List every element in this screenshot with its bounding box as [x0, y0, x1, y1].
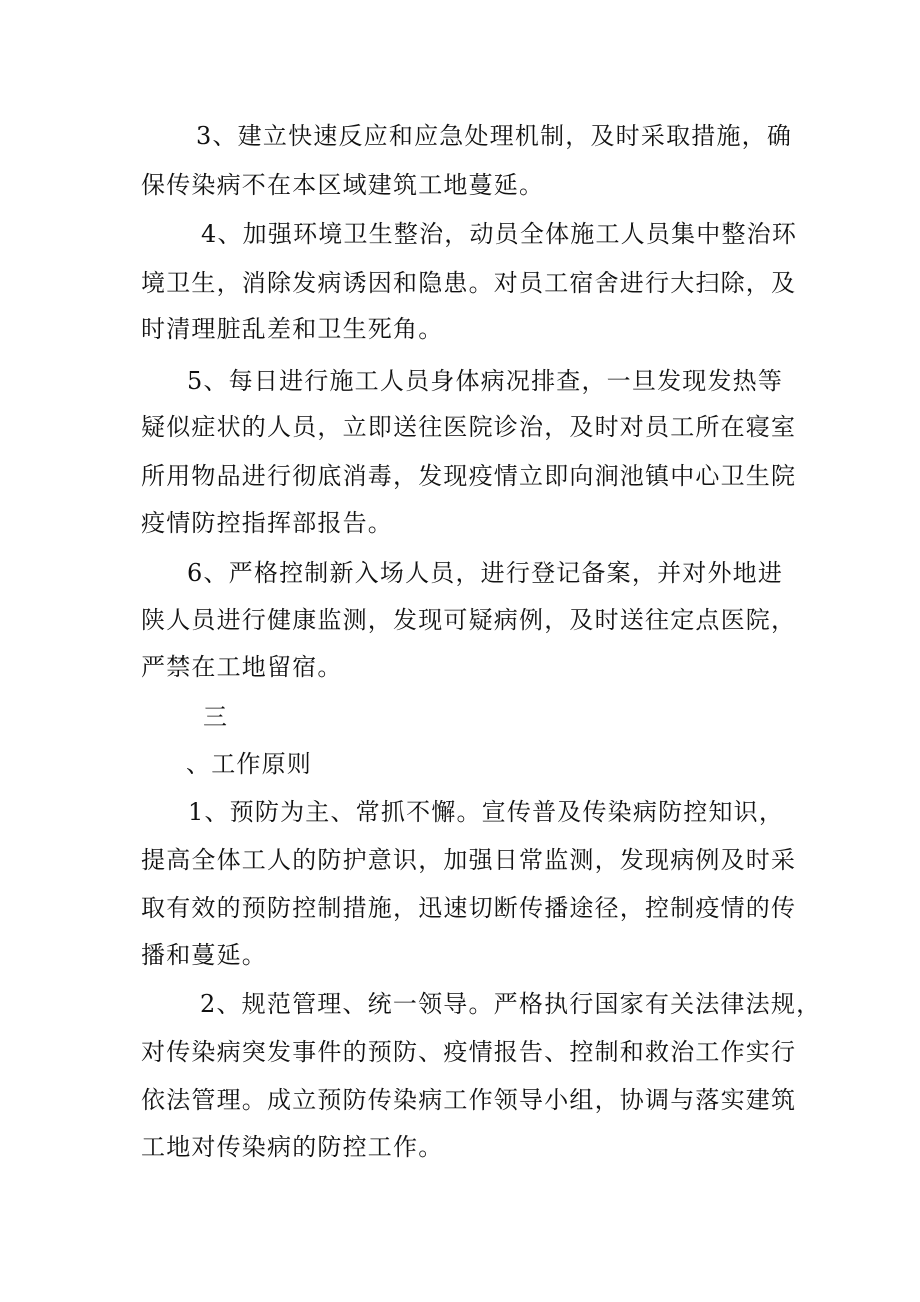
item-6-line-1: 6、严格控制新入场人员，进行登记备案，并对外地进	[187, 559, 784, 587]
principle-2-line-3: 依法管理。成立预防传染病工作领导小组，协调与落实建筑	[141, 1086, 797, 1114]
principle-1-line-2: 提高全体工人的防护意识，加强日常监测，发现病例及时采	[141, 846, 797, 874]
principle-1-line-1: 1、预防为主、常抓不懈。宣传普及传染病防控知识，	[188, 798, 785, 826]
item-6-line-3: 严禁在工地留宿。	[141, 653, 343, 681]
item-5-line-3: 所用物品进行彻底消毒，发现疫情立即向涧池镇中心卫生院	[141, 462, 797, 490]
item-4-line-1: 4、加强环境卫生整治，动员全体施工人员集中整治环	[201, 220, 798, 248]
principle-1-line-4: 播和蔓延。	[141, 941, 267, 969]
principle-1-line-3: 取有效的预防控制措施，迅速切断传播途径，控制疫情的传	[141, 894, 797, 922]
item-4-line-3: 时清理脏乱差和卫生死角。	[141, 315, 444, 343]
section-heading-number: 三	[203, 703, 229, 731]
item-4-line-2: 境卫生，消除发病诱因和隐患。对员工宿舍进行大扫除，及	[141, 269, 797, 297]
item-3-line-2: 保传染病不在本区域建筑工地蔓延。	[141, 171, 545, 199]
principle-2-line-2: 对传染病突发事件的预防、疫情报告、控制和救治工作实行	[141, 1038, 797, 1066]
item-5-line-1: 5、每日进行施工人员身体病况排查，一旦发现发热等	[187, 367, 784, 395]
item-5-line-4: 疫情防控指挥部报告。	[141, 509, 393, 537]
item-3-line-1: 3、建立快速反应和应急处理机制，及时采取措施，确	[196, 122, 793, 150]
principle-2-line-1: 2、规范管理、统一领导。严格执行国家有关法律法规，	[200, 990, 822, 1018]
principle-2-line-4: 工地对传染病的防控工作。	[141, 1133, 444, 1161]
item-5-line-2: 疑似症状的人员，立即送往医院诊治，及时对员工所在寝室	[141, 413, 797, 441]
item-6-line-2: 陕人员进行健康监测，发现可疑病例，及时送往定点医院，	[141, 606, 797, 634]
section-heading-title: 、工作原则	[186, 750, 312, 778]
